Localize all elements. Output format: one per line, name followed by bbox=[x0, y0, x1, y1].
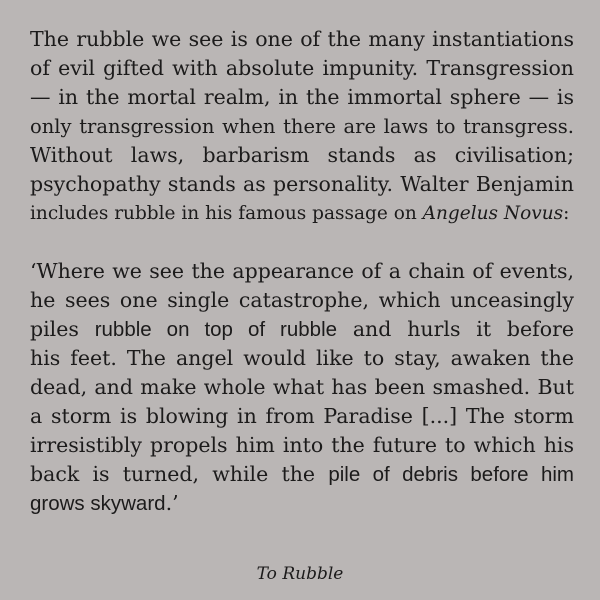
text-line: of evil gifted with absolute impunity. Transgression bbox=[30, 56, 574, 80]
text-segment: piles bbox=[30, 317, 95, 341]
text-segment: includes rubble in his famous passage on bbox=[30, 203, 423, 224]
paragraph-gap bbox=[30, 228, 574, 257]
sans-highlight: pile of debris before him bbox=[328, 463, 574, 486]
text-line: only transgression when there are laws to transgress. bbox=[30, 115, 574, 138]
text-line: The rubble we see is one of the many instantiations bbox=[30, 27, 574, 51]
text-line: dead, and make whole what has been smashed. But bbox=[30, 375, 574, 399]
text-body bbox=[30, 25, 574, 518]
text-line: he sees one single catastrophe, which unceasingly bbox=[30, 288, 574, 312]
text-segment: and hurls it before bbox=[337, 317, 575, 341]
text-line: Without laws, barbarism stands as civilisation; bbox=[30, 143, 574, 167]
text-line: ‘Where we see the appearance of a chain of events, bbox=[30, 259, 574, 283]
text-line bbox=[30, 460, 574, 489]
text-segment: : bbox=[563, 203, 570, 224]
text-line bbox=[30, 315, 574, 344]
text-segment: .’ bbox=[165, 491, 179, 515]
footer-title: To Rubble bbox=[256, 564, 344, 584]
text-line: — in the mortal realm, in the immortal sphere — is bbox=[30, 85, 574, 109]
text-line bbox=[30, 489, 574, 518]
sans-highlight: rubble on top of rubble bbox=[94, 318, 338, 341]
text-segment: back is turned, while the bbox=[30, 462, 329, 486]
text-line: irresistibly propels him into the future to which his bbox=[30, 433, 574, 457]
paragraph-quote bbox=[30, 257, 574, 518]
text-line: psychopathy stands as personality. Walter Benjamin bbox=[30, 172, 574, 196]
text-line bbox=[30, 199, 574, 228]
sans-highlight: grows skyward bbox=[30, 492, 166, 515]
paragraph-intro bbox=[30, 25, 574, 228]
angelus-novus-title: Angelus Novus bbox=[422, 203, 564, 224]
text-line: a storm is blowing in from Paradise [...] The storm bbox=[30, 404, 574, 428]
text-line: his feet. The angel would like to stay, awaken the bbox=[30, 346, 574, 370]
